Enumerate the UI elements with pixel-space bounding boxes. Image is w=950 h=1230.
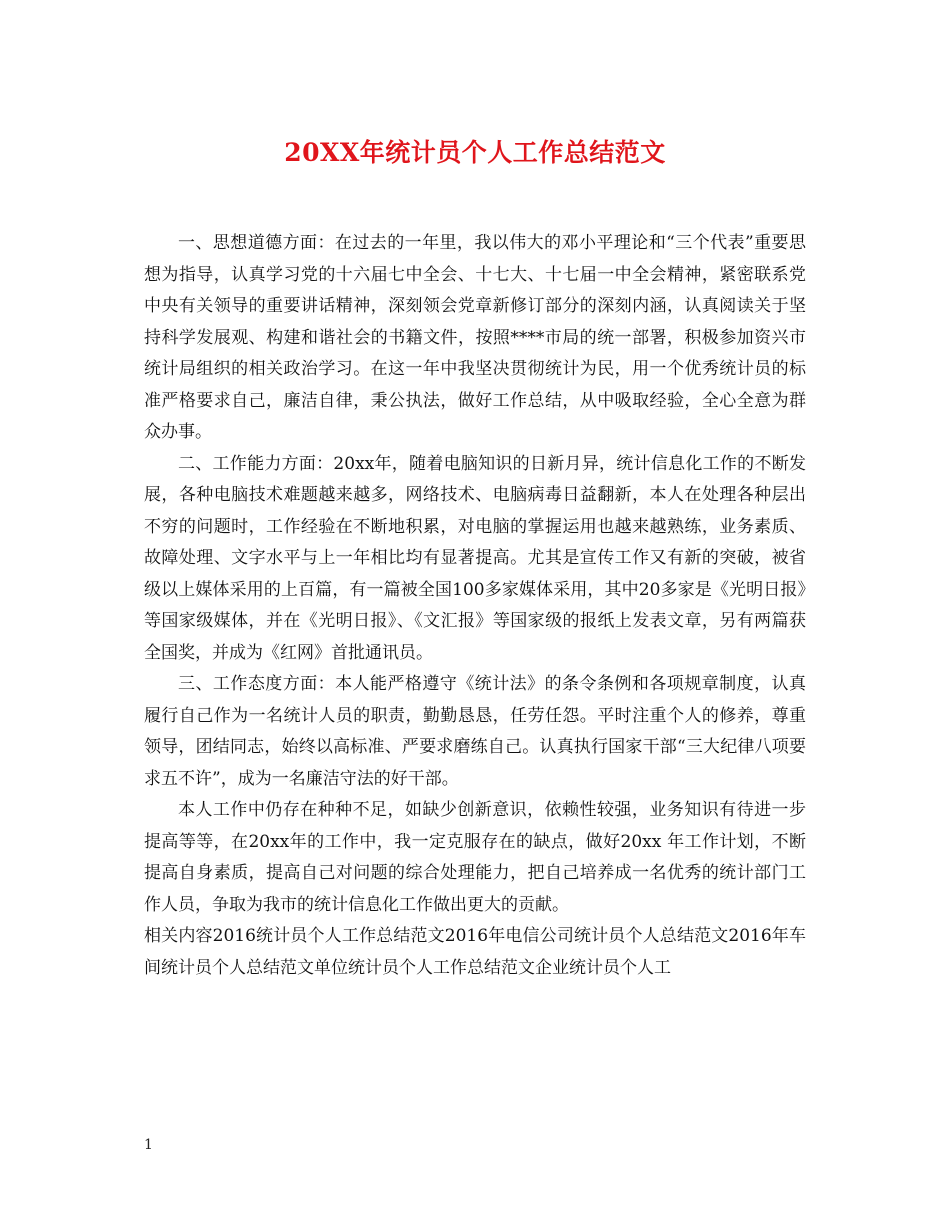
paragraph-work-ability: 二、工作能力方面：20xx年，随着电脑知识的日新月异，统计信息化工作的不断发展，各种电脑技术难题越来越多，网络技术、电脑病毒日益翻新，本人在处理各种层出不穷的问题时，工作经验在不断地积累，对电脑的掌握运用也越来越熟练，业务素质、故障处理、文字水平与上一年相比均有显著提高。尤其是宣传工作又有新的突破，被省级以上媒体采用的上百篇，有一篇被全国100多家媒体采用，其中20多家是《光明日报》等国家级媒体，并在《光明日报》、《文汇报》等国家级的报纸上发表文章，另有两篇获全国奖，并成为《红网》首批通讯员。 (144, 453, 806, 663)
document-body (144, 228, 806, 984)
paragraph-shortcomings: 本人工作中仍存在种种不足，如缺少创新意识，依赖性较强，业务知识有待进一步提高等等，在20xx年的工作中，我一定克服存在的缺点，做好20xx 年工作计划，不断提高自身素质，提高自己对问题的综合处理能力，把自己培养成一名优秀的统计部门工作人员，争取为我市的统计信息化工作做出更大的贡献。 (144, 800, 806, 915)
paragraph-ideology: 一、思想道德方面：在过去的一年里，我以伟大的邓小平理论和“三个代表”重要思想为指导，认真学习党的十六届七中全会、十七大、十七届一中全会精神，紧密联系党中央有关领导的重要讲话精神，深刻领会党章新修订部分的深刻内涵，认真阅读关于坚持科学发展观、构建和谐社会的书籍文件，按照****市局的统一部署，积极参加资兴市统计局组织的相关政治学习。在这一年中我坚决贯彻统计为民，用一个优秀统计员的标准严格要求自己，廉洁自律，秉公执法，做好工作总结，从中吸取经验，全心全意为群众办事。 (144, 233, 806, 442)
page-number: 1 (144, 1137, 153, 1153)
paragraph-work-attitude: 三、工作态度方面：本人能严格遵守《统计法》的条令条例和各项规章制度，认真履行自己作为一名统计人员的职责，勤勤恳恳，任劳任怨。平时注重个人的修养，尊重领导，团结同志，始终以高标准、严要求磨练自己。认真执行国家干部“三大纪律八项要求五不许”，成为一名廉洁守法的好干部。 (144, 674, 806, 789)
related-content: 相关内容2016统计员个人工作总结范文2016年电信公司统计员个人总结范文2016年车间统计员个人总结范文单位统计员个人工作总结范文企业统计员个人工 (144, 926, 806, 978)
document-title: 20XX年统计员个人工作总结范文 (284, 138, 666, 167)
